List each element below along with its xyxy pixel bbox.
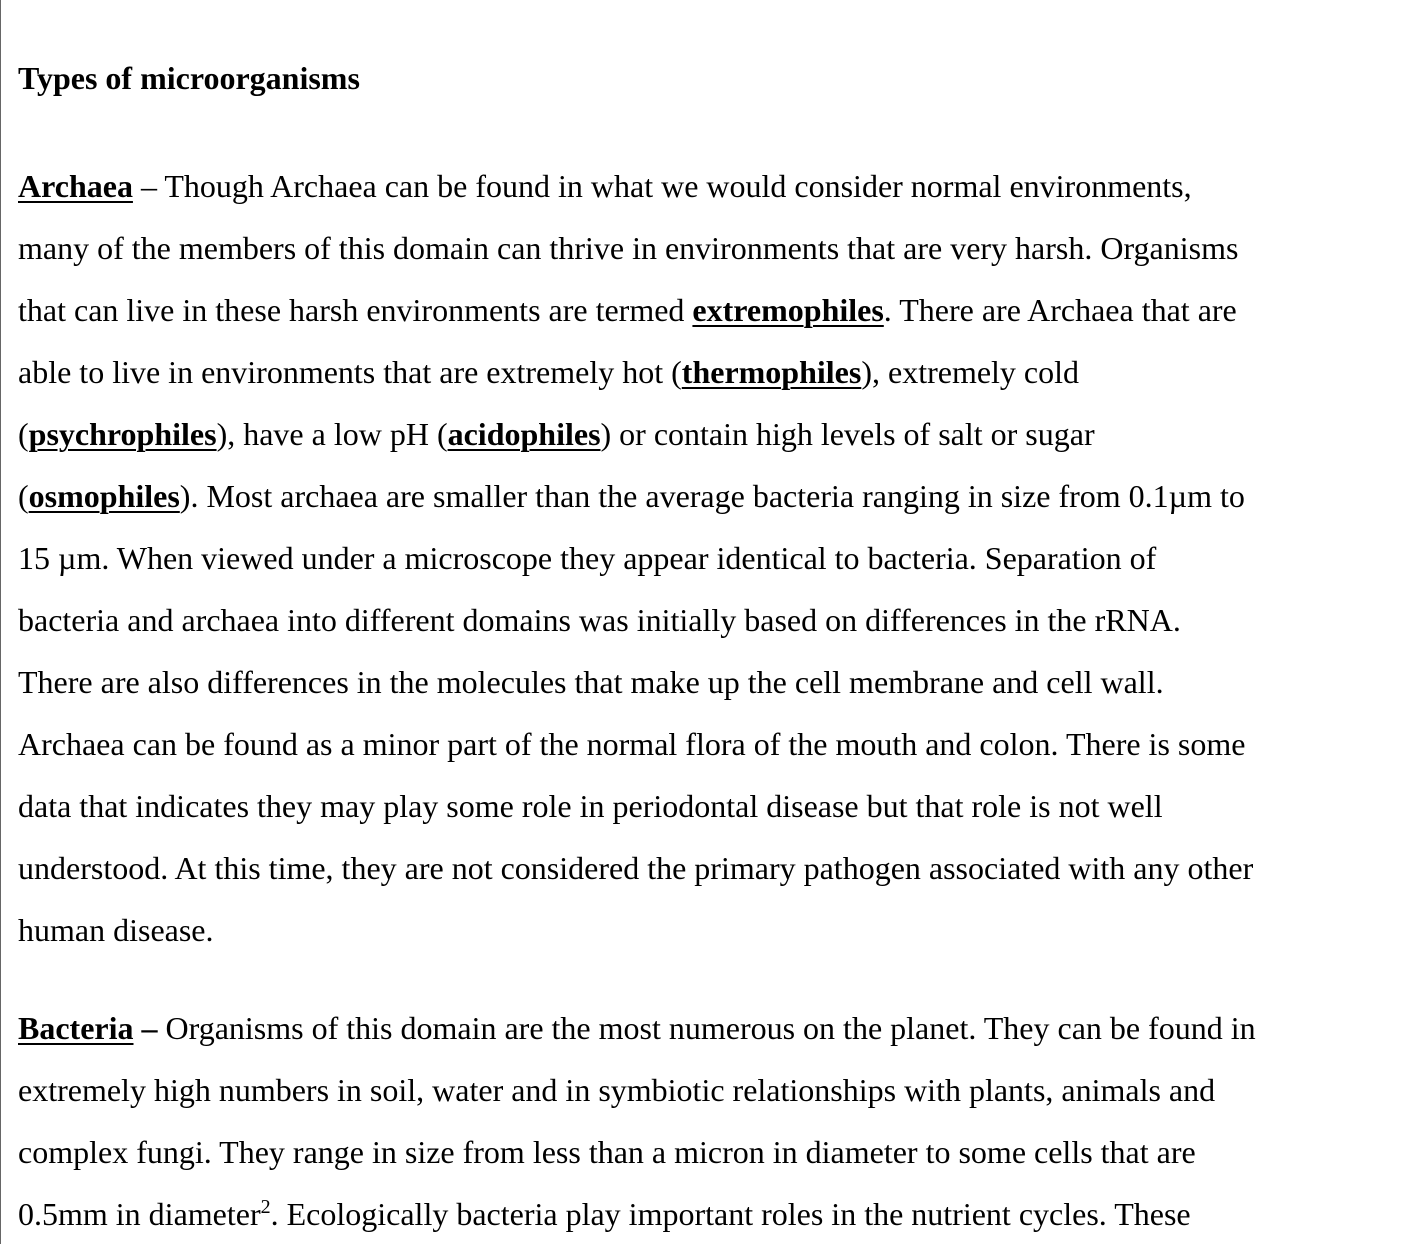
text-line <box>18 155 1402 217</box>
text-run: . There are Archaea that are <box>883 292 1237 328</box>
term-acidophiles: acidophiles <box>447 416 601 452</box>
term-thermophiles: thermophiles <box>681 354 862 390</box>
term-osmophiles: osmophiles <box>28 478 180 514</box>
text-run: ). Most archaea are smaller than the average bacteria ranging in size from 0.1µm to <box>179 478 1245 514</box>
text-line: data that indicates they may play some role in periodontal disease but that role is not well <box>18 788 1163 824</box>
text-run: that can live in these harsh environments are termed <box>18 292 693 328</box>
text-line: extremely high numbers in soil, water and in symbiotic relationships with plants, animals and <box>18 1072 1216 1108</box>
term-extremophiles: extremophiles <box>692 292 884 328</box>
text-line: many of the members of this domain can thrive in environments that are very harsh. Organisms <box>18 230 1239 266</box>
page-left-edge <box>0 0 1 1244</box>
text-line <box>18 997 1402 1059</box>
term-archaea: Archaea <box>18 168 133 204</box>
text-run: – <box>133 1010 158 1046</box>
text-line <box>18 465 1402 527</box>
text-line <box>18 403 1402 465</box>
text-line: understood. At this time, they are not considered the primary pathogen associated with any other <box>18 850 1254 886</box>
paragraph-gap <box>18 961 1402 997</box>
text-line <box>18 341 1402 403</box>
text-run: ( <box>18 416 29 452</box>
text-run: ), have a low pH ( <box>216 416 448 452</box>
bacteria-paragraph <box>18 997 1402 1245</box>
text-line: complex fungi. They range in size from less than a micron in diameter to some cells that are <box>18 1134 1196 1170</box>
document-body <box>18 58 1402 1245</box>
term-psychrophiles: psychrophiles <box>28 416 217 452</box>
text-line: There are also differences in the molecules that make up the cell membrane and cell wall. <box>18 664 1164 700</box>
text-run: . Ecologically bacteria play important roles in the nutrient cycles. These <box>270 1196 1191 1232</box>
text-run: ( <box>18 478 29 514</box>
footnote-ref: 2 <box>260 1196 271 1218</box>
text-line: bacteria and archaea into different domains was initially based on differences in the rRNA. <box>18 602 1181 638</box>
text-line <box>18 1183 1402 1245</box>
text-run: Organisms of this domain are the most numerous on the planet. They can be found in <box>157 1010 1256 1046</box>
text-run: ) or contain high levels of salt or sugar <box>600 416 1095 452</box>
text-line: 15 µm. When viewed under a microscope they appear identical to bacteria. Separation of <box>18 540 1157 576</box>
archaea-paragraph <box>18 155 1402 961</box>
term-bacteria: Bacteria <box>18 1010 134 1046</box>
text-line: Archaea can be found as a minor part of the normal flora of the mouth and colon. There is some <box>18 726 1246 762</box>
text-line <box>18 279 1402 341</box>
text-line: human disease. <box>18 912 214 948</box>
text-run: ), extremely cold <box>861 354 1080 390</box>
section-title: Types of microorganisms <box>18 60 360 96</box>
text-run: 0.5mm in diameter <box>18 1196 261 1232</box>
text-run: – Though Archaea can be found in what we would consider normal environments, <box>132 168 1192 204</box>
text-run: able to live in environments that are extremely hot ( <box>18 354 682 390</box>
